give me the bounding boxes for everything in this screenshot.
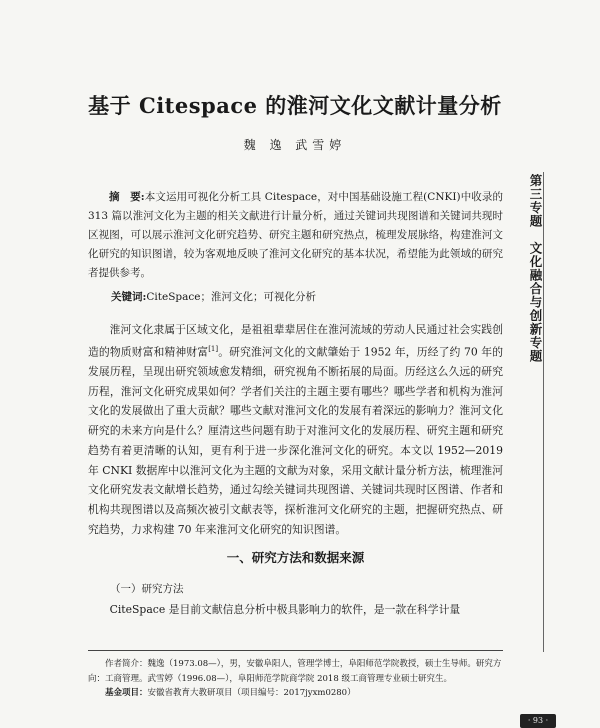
intro-text-part2: 。研究淮河文化的文献肇始于 1952 年，历经了约 70 年的发展历程，呈现出研究领域愈发精细，研究视角不断拓展的局面。历经这么久远的研究历程，淮河文化研究成果如何？学者们关注的主题主要有哪些？哪些学者和机构为淮河文化的发展做出了重大贡献？哪些文献对淮河文化的发展有着深远的影响力？淮河文化研究的未来方向是什么？厘清这些问题有助于对淮河文化的发展历程、研究主题和研究趋势有着更清晰的认知，更有利于进一步深化淮河文化的研究。本文以 1952—2019 年 CNKI 数据库中以淮河文化为主题的文献为对象，采用文献计量分析方法，梳理淮河文化研究发表文献增长趋势，通过勾绘关键词共现图谱、关键词共现时区图谱、作者和机构共现图谱以及高频次被引文献表等，探析淮河文化研究的主题，把握研究热点、研究趋势，力求构建 70 年来淮河文化研究的知识图谱。 — [88, 345, 503, 536]
footnote-author-info: 作者简介：魏逸（1973.08—），男，安徽阜阳人，管理学博士，阜阳师范学院教授，硕士生导师。研究方向：工商管理。武雪婷（1996.08—），阜阳师范学院商学院 2018 级工商管理专业硕士研究生。 — [88, 659, 502, 684]
footnote-divider — [88, 650, 503, 651]
intro-text-part1: 淮河文化隶属于区域文化，是祖祖辈辈居住在淮河流域的劳动人民通过社会实践创造的物质财富和精神财富 — [88, 323, 503, 359]
abstract-label: 摘 要: — [109, 191, 145, 203]
page-number-tab: · 93 · — [520, 714, 556, 728]
article-title: 基于 Citespace 的淮河文化文献计量分析 — [88, 93, 502, 118]
sidebar-topic-label: 第三专题 文化融合与创新专题 — [528, 174, 543, 363]
keywords-label: 关键词: — [111, 291, 147, 303]
sidebar-column — [514, 148, 574, 728]
section-heading: 一、研究方法和数据来源 — [226, 550, 365, 565]
intro-paragraph — [88, 320, 503, 539]
subsection-heading: （一）研究方法 — [110, 583, 184, 595]
keywords — [111, 288, 503, 306]
keywords-text: CiteSpace；淮河文化；可视化分析 — [146, 291, 316, 303]
fund-text: 安徽省教育大教研项目（项目编号：2017jyxm0280） — [147, 688, 356, 698]
footnote — [88, 657, 503, 701]
method-paragraph: CiteSpace 是目前文献信息分析中极具影响力的软件，是一款在科学计量 — [109, 603, 461, 616]
article-authors: 魏 逸 武雪婷 — [243, 138, 347, 152]
abstract-text: 本文运用可视化分析工具 Citespace，对中国基础设施工程(CNKI)中收录的 313 篇以淮河文化为主题的相关文献进行计量分析，通过关键词共现图谱和关键词共现时区视图，可以展示淮河文化研究趋势、研究主题和研究热点，梳理发展脉络，构建淮河文化研究的知识图谱，较为客观地反映了淮河文化研究的基本状况，希望能为此领域的研究者提供参考。 — [88, 191, 503, 279]
sidebar-rule — [543, 172, 544, 652]
fund-label: 基金项目： — [105, 688, 148, 698]
abstract — [88, 188, 503, 283]
citation-ref: [1] — [208, 344, 219, 353]
